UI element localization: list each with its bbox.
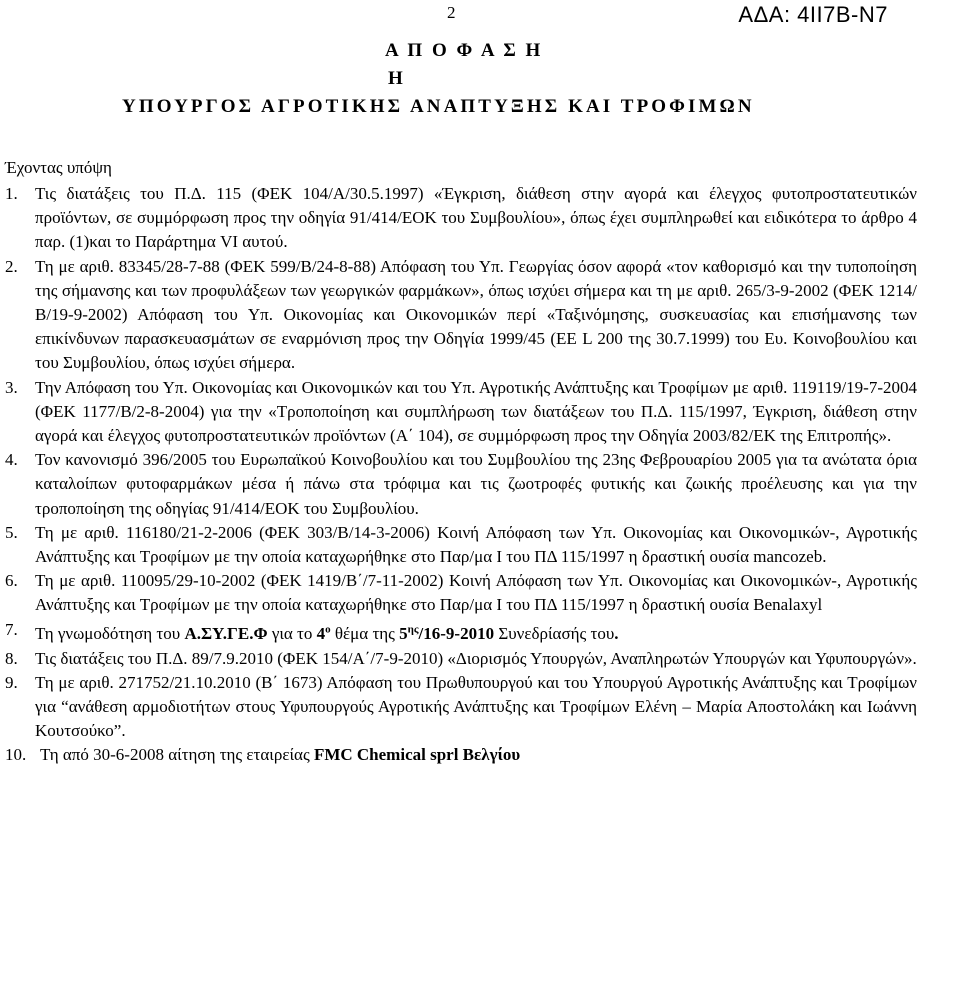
item-text: Τον κανονισμό 396/2005 του Ευρωπαϊκού Κοινοβουλίου και του Συμβουλίου της 23ης Φεβρουαρίου 2005 για τα ανώτατα όρια καταλοίπων φυτοφαρμάκων μέσα ή πάνω στα τρόφιμα και τις ζωοτροφές φυτικής και ζωικής προέλευσης και για την τροποποίηση της οδηγίας 91/414/ΕΟΚ του Συμβουλίου. bbox=[35, 450, 917, 518]
item-text: Τη με αριθ. 271752/21.10.2010 (Β΄ 1673) Απόφαση του Πρωθυπουργού και του Υπουργού Αγροτικής Ανάπτυξης και Τροφίμων για “ανάθεση αρμοδιοτήτων στους Υφυπουργούς Αγροτικής Ανάπτυξης και Τροφίμων Ελένη – Μαρία Αποστολάκη και Ιωάννη Κουτσούκο”. bbox=[35, 672, 917, 741]
list-item bbox=[5, 521, 917, 569]
item-text: Τις διατάξεις του Π.Δ. 89/7.9.2010 (ΦΕΚ 154/Α΄/7-9-2010) «Διορισμός Υπουργών, Αναπληρωτών Υπουργών και Υφυπουργών». bbox=[35, 648, 917, 668]
document-title-article: Η bbox=[388, 68, 406, 89]
item-text: Τη με αριθ. 83345/28-7-88 (ΦΕΚ 599/Β/24-8-88) Απόφαση του Υπ. Γεωργίας όσον αφορά «τον καθορισμό και την τυποποίηση της σήμανσης και των προφυλάξεων των γεωργικών φαρμάκων», όπως ισχύει σήμερα και τη με αριθ. 265/3-9-2002 (ΦΕΚ 1214/Β/19-9-2002) Απόφαση του Υπ. Οικονομίας και Οικονομικών περί «Ταξινόμησης, συσκευασίας και επισήμανσης των επικίνδυνων παρασκευασμάτων σε εναρμόνιση προς την Οδηγία 1999/45 (ΕΕ L 200 της 30.7.1999) του Ευ. Κοινοβουλίου και του Συμβουλίου, όπως ισχύει σήμερα. bbox=[35, 256, 917, 373]
document-title: Α Π Ο Φ Α Σ Η bbox=[385, 40, 543, 61]
list-item bbox=[5, 647, 917, 671]
item-number: 8. bbox=[5, 648, 18, 668]
item-number: 7. bbox=[5, 619, 18, 639]
item-number: 5. bbox=[5, 522, 18, 542]
list-item bbox=[5, 448, 917, 521]
item-number: 9. bbox=[5, 672, 18, 692]
item-text: Τη με αριθ. 110095/29-10-2002 (ΦΕΚ 1419/Β΄/7-11-2002) Κοινή Απόφαση των Υπ. Οικονομίας και Οικονομικών-, Αγροτικής Ανάπτυξης και Τροφίμων με την οποία καταχωρήθηκε στο Παρ/μα Ι του ΠΔ 115/1997 η δραστική ουσία Benalaxyl bbox=[35, 571, 917, 615]
item-text: Τη με αριθ. 116180/21-2-2006 (ΦΕΚ 303/Β/14-3-2006) Κοινή Απόφαση των Υπ. Οικονομίας και Οικονομικών-, Αγροτικής Ανάπτυξης και Τροφίμων με την οποία καταχωρήθηκε στο Παρ/μα Ι του ΠΔ 115/1997 η δραστική ουσία mancozeb. bbox=[35, 522, 917, 567]
item-text: Τη γνωμοδότηση του Α.ΣΥ.ΓΕ.Φ για το $4^o$ θέμα της $5^{\eta\varsigma}/16-9-2010$ Συνεδρίασής του. bbox=[35, 623, 619, 644]
list-item bbox=[5, 743, 917, 767]
considerations-list bbox=[5, 182, 917, 768]
item-number: 3. bbox=[5, 377, 18, 397]
list-item bbox=[5, 671, 917, 744]
item-text: Τις διατάξεις του Π.Δ. 115 (ΦΕΚ 104/Α/30.5.1997) «Έγκριση, διάθεση στην αγορά και έλεγχος φυτοπροστατευτικών προϊόντων, σε συμμόρφωση προς την οδηγία 91/414/ΕΟΚ του Συμβουλίου», όπως έχει συμπληρωθεί και ειδικότερα το άρθρο 4 παρ. (1)και το Παράρτημα VI αυτού. bbox=[35, 184, 917, 252]
ministry-title: ΥΠΟΥΡΓΟΣ ΑΓΡΟΤΙΚΗΣ ΑΝΑΠΤΥΞΗΣ ΚΑΙ ΤΡΟΦΙΜΩΝ bbox=[122, 96, 755, 117]
ada-code: ΑΔΑ: 4ΙΙ7Β-Ν7 bbox=[738, 2, 888, 27]
item-number: 6. bbox=[5, 571, 18, 591]
item-number: 4. bbox=[5, 450, 18, 470]
list-item bbox=[5, 569, 917, 617]
list-item bbox=[5, 618, 917, 647]
intro-text: Έχοντας υπόψη bbox=[5, 158, 112, 177]
item-text: Τη από 30-6-2008 αίτηση της εταιρείας FMC Chemical sprl Βελγίου bbox=[40, 745, 521, 765]
item-number: 1. bbox=[5, 184, 18, 203]
item-text: Την Απόφαση του Υπ. Οικονομίας και Οικονομικών και του Υπ. Αγροτικής Ανάπτυξης και Τροφίμων με αριθ. 119119/19-7-2004 (ΦΕΚ 1177/Β/2-8-2004) για την «Τροποποίηση και συμπλήρωση των διατάξεων του Π.Δ. 115/1997, Έγκριση, διάθεση στην αγορά και έλεγχος φυτοπροστατευτικών προϊόντων (Α΄ 104), σε συμμόρφωση προς την Οδηγία 2003/82/ΕΚ της Επιτροπής». bbox=[35, 377, 917, 446]
item-number: 2. bbox=[5, 256, 18, 276]
item-number: 10. bbox=[5, 745, 27, 765]
list-item bbox=[5, 376, 917, 449]
list-item bbox=[5, 255, 917, 376]
page-number: 2 bbox=[447, 3, 456, 22]
list-item bbox=[5, 182, 917, 255]
